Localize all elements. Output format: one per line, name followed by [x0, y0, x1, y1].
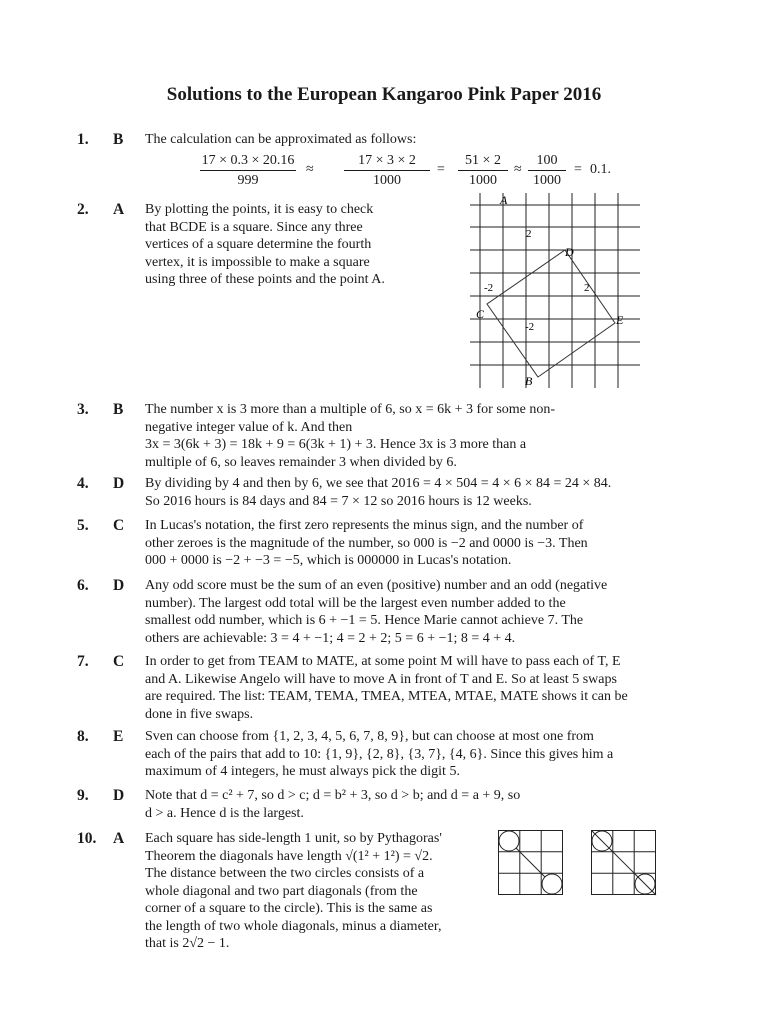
text-line: Any odd score must be the sum of an even (positive) number and an odd (negative [145, 578, 608, 593]
text-line: Each square has side-length 1 unit, so by Pythagoras' [145, 831, 442, 846]
point-label-b: B [525, 374, 533, 388]
text-line: So 2016 hours is 84 days and 84 = 7 × 12 so 2016 hours is 12 weeks. [145, 493, 532, 509]
text-line: vertex, it is impossible to make a square [145, 254, 370, 270]
fraction-1 [200, 152, 296, 189]
answer-letter: A [113, 201, 125, 218]
text-line: 000 + 0000 is −2 + −3 = −5, which is 000000 in Lucas's notation. [145, 553, 512, 568]
question-number: 7. [77, 653, 89, 670]
text-line: whole diagonal and two part diagonals (from the [145, 883, 418, 899]
text-line: negative integer value of k. And then [145, 419, 353, 435]
question-number: 10. [77, 830, 97, 847]
text-line: multiple of 6, so leaves remainder 3 when divided by 6. [145, 454, 457, 470]
question-number: 1. [77, 131, 89, 148]
question-number: 3. [77, 401, 89, 418]
answer-letter: E [113, 728, 124, 745]
text-line: are required. The list: TEAM, TEMA, TMEA, MTEA, MTAE, MATE shows it can be [145, 689, 628, 704]
question-number: 5. [77, 517, 89, 534]
answer-letter: C [113, 517, 125, 534]
denominator: 999 [200, 170, 296, 189]
numerator: 51 × 2 [465, 153, 501, 168]
text-line: others are achievable: 3 = 4 + −1; 4 = 2 + 2; 5 = 6 + −1; 8 = 4 + 4. [145, 630, 516, 646]
question-number: 4. [77, 475, 89, 492]
answer-letter: D [113, 577, 125, 594]
answer-letter: D [113, 787, 125, 804]
text-line: The calculation can be approximated as follows: [145, 132, 417, 147]
approximation-equation [0, 152, 768, 192]
equation-result: 0.1. [590, 162, 611, 177]
fraction-4 [528, 152, 566, 189]
solution-text [145, 131, 416, 149]
denominator: 1000 [344, 170, 430, 189]
text-line: In order to get from TEAM to MATE, at some point M will have to pass each of T, E [145, 654, 621, 669]
point-label-e: E [616, 313, 624, 327]
answer-letter: B [113, 131, 124, 148]
text-line: using three of these points and the point A. [145, 272, 385, 287]
answer-letter: B [113, 401, 124, 418]
fraction-2 [344, 152, 430, 189]
text-line: the length of two whole diagonals, minus a diameter, [145, 918, 442, 934]
question-number: 2. [77, 201, 89, 218]
solution-text [145, 728, 613, 781]
solution-text [145, 830, 442, 953]
text-line: By plotting the points, it is easy to check [145, 202, 374, 217]
point-label-c: C [476, 307, 485, 321]
text-line: that BCDE is a square. Since any three [145, 219, 363, 235]
denominator: 1000 [458, 170, 508, 189]
text-line: The number x is 3 more than a multiple of 6, so x = 6k + 3 for some non- [145, 402, 556, 417]
point-label-d: D [565, 245, 574, 259]
square-bcde [487, 250, 615, 377]
text-line: By dividing by 4 and then by 6, we see that 2016 = 4 × 504 = 4 × 6 × 84 = 24 × 84. [145, 476, 612, 491]
tick-label: 2 [526, 228, 532, 240]
solution-text [145, 401, 555, 471]
text-line: other zeroes is the magnitude of the number, so 000 is −2 and 0000 is −3. Then [145, 535, 588, 551]
coordinate-grid-diagram [470, 193, 640, 388]
text-line: corner of a square to the circle). This is the same as [145, 901, 433, 916]
solution-text [145, 517, 588, 570]
circle-grid-diagram-2 [591, 830, 657, 896]
solution-text [145, 201, 385, 289]
solution-text [145, 653, 628, 723]
tick-label: 2 [584, 282, 590, 294]
solution-text [145, 577, 607, 647]
text-line: Sven can choose from {1, 2, 3, 4, 5, 6, 7, 8, 9}, but can choose at most one from [145, 729, 594, 744]
tick-label: -2 [525, 321, 535, 333]
text-line: and A. Likewise Angelo will have to move A in front of T and E. So at least 5 swaps [145, 671, 617, 687]
text-line: each of the pairs that add to 10: {1, 9}, {2, 8}, {3, 7}, {4, 6}. Since this gives him a [145, 746, 614, 762]
text-line: In Lucas's notation, the first zero represents the minus sign, and the number of [145, 518, 584, 533]
denominator: 1000 [528, 170, 566, 189]
text-line: number). The largest odd total will be the largest even number added to the [145, 595, 566, 611]
question-number: 6. [77, 577, 89, 594]
operator: = [437, 162, 445, 177]
text-line: vertices of a square determine the fourth [145, 237, 372, 252]
text-line: smallest odd number, which is 6 + −1 = 5. Hence Marie cannot achieve 7. The [145, 613, 584, 628]
answer-letter: C [113, 653, 125, 670]
text-line: maximum of 4 integers, he must always pick the digit 5. [145, 764, 460, 779]
solution-text [145, 787, 520, 822]
text-line: that is 2√2 − 1. [145, 936, 230, 951]
answer-letter: A [113, 830, 125, 847]
text-line: Note that d = c² + 7, so d > c; d = b² + 3, so d > b; and d = a + 9, so [145, 788, 521, 803]
text-line: Theorem the diagonals have length √(1² + 1²) = √2. [145, 848, 433, 864]
numerator: 100 [536, 153, 558, 168]
text-line: The distance between the two circles consists of a [145, 866, 425, 881]
question-number: 8. [77, 728, 89, 745]
text-line: 3x = 3(6k + 3) = 18k + 9 = 6(3k + 1) + 3. Hence 3x is 3 more than a [145, 437, 527, 452]
operator: ≈ [306, 162, 314, 177]
page-title: Solutions to the European Kangaroo Pink Paper 2016 [166, 84, 602, 105]
operator: ≈ [514, 162, 522, 177]
text-line: done in five swaps. [145, 706, 254, 722]
circle-grid-diagram-1 [498, 830, 564, 896]
question-number: 9. [77, 787, 89, 804]
solution-text [145, 475, 611, 510]
answer-letter: D [113, 475, 125, 492]
numerator: 17 × 0.3 × 20.16 [201, 153, 295, 168]
text-line: d > a. Hence d is the largest. [145, 805, 304, 821]
tick-label: -2 [484, 282, 494, 294]
operator: = [574, 162, 582, 177]
point-label-a: A [500, 193, 508, 207]
fraction-3 [458, 152, 508, 189]
numerator: 17 × 3 × 2 [358, 153, 416, 168]
